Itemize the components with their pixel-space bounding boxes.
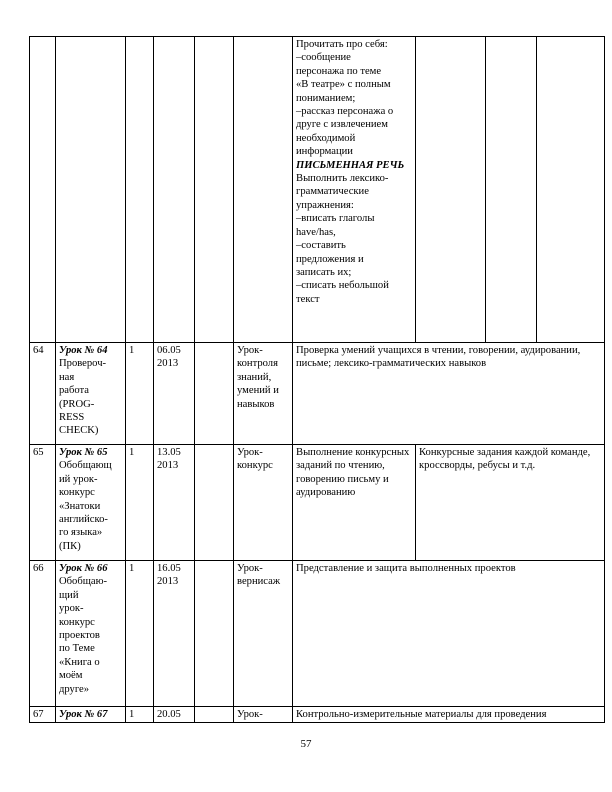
lesson-number: 65 bbox=[30, 445, 56, 561]
cell-content bbox=[293, 37, 416, 343]
lesson-title-bold: Урок № 67 bbox=[59, 709, 108, 720]
content-line: записать их; bbox=[296, 266, 352, 278]
lesson-type: Урок- bbox=[234, 707, 293, 723]
lesson-date: 16.05 2013 bbox=[154, 561, 195, 707]
content-line: персонажа по теме bbox=[296, 65, 382, 77]
cell-num bbox=[30, 37, 56, 343]
lesson-date: 13.05 2013 bbox=[154, 445, 195, 561]
content-line: предложения и bbox=[296, 253, 364, 265]
lesson-date-fact bbox=[195, 343, 234, 445]
lesson-content: Проверка умений учащихся в чтении, говорении, аудировании, письме; лексико-грамматических навыков bbox=[293, 343, 605, 445]
cell-date-fact bbox=[195, 37, 234, 343]
lesson-date: 06.05 2013 bbox=[154, 343, 195, 445]
lesson-title-rest: Обобщаю- щий урок- конкурс проектов по Теме «Книга о моём друге» bbox=[59, 576, 108, 695]
content-line: –сообщение bbox=[296, 52, 351, 64]
cell-date bbox=[154, 37, 195, 343]
page-number: 57 bbox=[300, 738, 312, 750]
table-row bbox=[30, 343, 605, 445]
lesson-type: Урок- конкурс bbox=[234, 445, 293, 561]
content-line: –списать небольшой bbox=[296, 280, 389, 292]
lesson-title-rest: Провероч- ная работа (PROG- RESS CHECK) bbox=[59, 358, 107, 437]
content-line: «В театре» с полным bbox=[296, 79, 391, 91]
content-lines bbox=[296, 38, 412, 159]
lesson-number: 64 bbox=[30, 343, 56, 445]
lesson-title-rest: Обобщающ ий урок- конкурс «Знатоки английско- го языка» (ПК) bbox=[59, 460, 112, 552]
content-line: информации bbox=[296, 146, 353, 158]
table-row bbox=[30, 707, 605, 723]
lesson-title bbox=[56, 561, 126, 707]
table-row bbox=[30, 445, 605, 561]
lesson-title bbox=[56, 445, 126, 561]
content-tail-lines bbox=[296, 172, 412, 306]
content-line: пониманием; bbox=[296, 92, 356, 104]
content-line: необходимой bbox=[296, 132, 356, 144]
content-line: have/has, bbox=[296, 226, 336, 238]
lesson-plan-table bbox=[29, 36, 605, 723]
content-line: –рассказ персонажа о bbox=[296, 106, 394, 118]
lesson-hours: 1 bbox=[126, 445, 154, 561]
section-heading: ПИСЬМЕННАЯ РЕЧЬ bbox=[296, 159, 405, 171]
cell-extra-3 bbox=[537, 37, 605, 343]
lesson-title bbox=[56, 707, 126, 723]
content-line: Прочитать про себя: bbox=[296, 39, 388, 50]
lesson-date: 20.05 bbox=[154, 707, 195, 723]
lesson-hours: 1 bbox=[126, 343, 154, 445]
cell-type bbox=[234, 37, 293, 343]
lesson-content: Представление и защита выполненных проектов bbox=[293, 561, 605, 707]
table-row bbox=[30, 561, 605, 707]
cell-extra-1 bbox=[416, 37, 486, 343]
lesson-title-bold: Урок № 66 bbox=[59, 563, 108, 574]
lesson-title-bold: Урок № 65 bbox=[59, 447, 108, 458]
lesson-date-fact bbox=[195, 561, 234, 707]
lesson-title-bold: Урок № 64 bbox=[59, 345, 108, 356]
lesson-number: 66 bbox=[30, 561, 56, 707]
cell-hours bbox=[126, 37, 154, 343]
content-line: друге с извлечением bbox=[296, 119, 388, 131]
content-line: Выполнить лексико- bbox=[296, 173, 389, 185]
lesson-title bbox=[56, 343, 126, 445]
lesson-content: Контрольно-измерительные материалы для проведения bbox=[293, 707, 605, 723]
lesson-content: Выполнение конкурсных заданий по чтению, говорению письму и аудированию bbox=[293, 445, 416, 561]
lesson-date-fact bbox=[195, 707, 234, 723]
content-line: грамматические bbox=[296, 186, 369, 198]
lesson-hours: 1 bbox=[126, 707, 154, 723]
lesson-content-extra: Конкурсные задания каждой команде, кроссворды, ребусы и т.д. bbox=[416, 445, 605, 561]
content-line: –вписать глаголы bbox=[296, 213, 375, 225]
lesson-type: Урок- контроля знаний, умений и навыков bbox=[234, 343, 293, 445]
content-line: упражнения: bbox=[296, 199, 354, 211]
lesson-number: 67 bbox=[30, 707, 56, 723]
lesson-type: Урок- вернисаж bbox=[234, 561, 293, 707]
lesson-hours: 1 bbox=[126, 561, 154, 707]
cell-extra-2 bbox=[486, 37, 537, 343]
table-row-continuation bbox=[30, 37, 605, 343]
lesson-date-fact bbox=[195, 445, 234, 561]
cell-title bbox=[56, 37, 126, 343]
content-line: текст bbox=[296, 293, 320, 305]
content-line: –составить bbox=[296, 240, 346, 252]
